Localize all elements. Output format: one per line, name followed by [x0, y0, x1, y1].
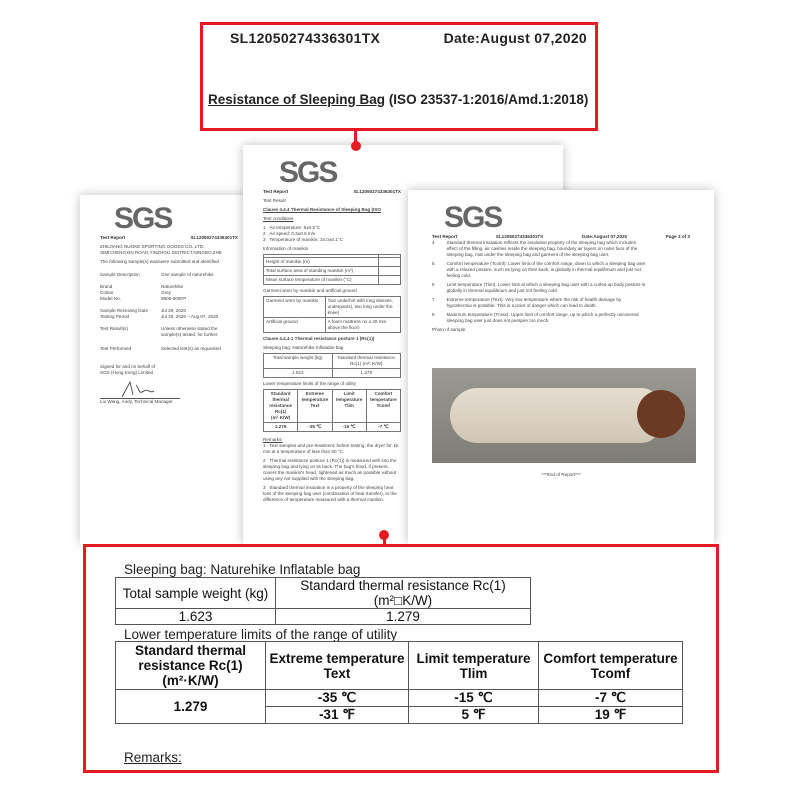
remark: 3 Standard thermal insulation is a property of the sleeping heat loss of the sleeping bag user (combination of heat transfer), to the difference of temperature measured with a thermal manikin.	[263, 485, 397, 502]
page-number: Page 3 of 3	[665, 234, 690, 239]
remark: 2 Thermal resistance posture 1 (Rc(1)) is measured with into the sleeping bag and lying on its back. The bag's hood, if present, covers the manikin's head, tightened as much as possible without using any not supplied with the sleeping bag.	[263, 458, 397, 481]
header-weight: Total sample weight (kg)	[116, 578, 276, 609]
section-title: Test Result	[263, 198, 286, 203]
weight-table	[115, 577, 531, 625]
condition: 3 Temperature of manikin: 34.0±0.1°C	[263, 237, 343, 242]
field-row: Sample Description One sample of naturehike	[100, 272, 214, 277]
sgs-logo: SGS	[279, 156, 337, 189]
extreme-c: -35 ℃	[266, 690, 409, 707]
mini-limits-table: Standard thermal resistance Rc(1) (m²·K/W) Extreme temperature Text Limit temperature Tlim Comfort temperature Tcomf 1.279 -35 ℃ -15 ℃ -7 ℃	[263, 389, 401, 432]
manikin-title: Information of manikin	[263, 246, 309, 251]
remarks-title: Remarks:	[263, 437, 283, 442]
field-row: Test Performed Selected test(s) as requested	[100, 346, 221, 351]
value-rc: 1.279	[116, 690, 266, 724]
remarks-label: Remarks:	[124, 750, 182, 765]
comfort-f: 19 ℉	[539, 707, 683, 724]
header-resistance: Standard thermal resistance Rc(1) (m²□K/W)	[276, 578, 531, 609]
condition: 2 Air speed: 0.3±0.5 m/s	[263, 231, 316, 236]
bag-label: Sleeping bag: Naturehike Inflatable bag	[263, 345, 344, 350]
intro-text: The following sample(s) was/were submitted and identified	[100, 259, 219, 264]
report-date: Date:August 07,2020	[443, 30, 587, 46]
remark: 1 Test samples and pre-treatment: before testing, the dryer for 15 min at a temperature of less than 60 °C.	[263, 443, 399, 454]
mini-weight-table: Total sample weight (kg) Standard thermal resistance Rc(1) (m²□K/W) 1.623 1.279	[263, 353, 401, 378]
field-row: Sample Receiving Date Jul 29, 2020	[100, 308, 187, 313]
report-number: SL12050274336301TX	[230, 30, 381, 46]
limits-table	[115, 641, 683, 724]
report-title: Resistance of Sleeping Bag (ISO 23537-1:2016/Amd.1:2018)	[208, 92, 589, 107]
limit-f: 5 ℉	[409, 707, 539, 724]
report-no: SL12050274336301TX	[353, 189, 401, 194]
end-of-report: ***End of Report***	[541, 472, 581, 477]
field-row: Test Result(s) Unless otherwise stated the sample(s) tested, for further	[100, 326, 218, 337]
signatory: Liu Wang, Andy, Technical Manager	[100, 399, 173, 404]
value-weight: 1.623	[116, 609, 276, 625]
header-label: Test Report	[263, 189, 289, 194]
condition: 1 Air temperature: 5±0.5°C	[263, 225, 321, 230]
manikin-table: Height of manikin (m) Total surface area of standing manikin (m²) Mean surface temperature of manikin (°C)	[263, 254, 401, 285]
connector-dot-top	[351, 141, 361, 151]
value-resistance: 1.279	[276, 609, 531, 625]
limits-label: Lower temperature limits of the range of utility	[263, 381, 356, 386]
def-item: 5 Comfort temperature (Tcomf): Lower limit of the comfort range, down to which a sleeping bag user with a relaxed posture, such as lying on their back, is globally in thermal equilibrium and just not feeling cold.	[432, 261, 646, 278]
right-report-page	[408, 190, 714, 544]
header-label: Test Report	[432, 234, 458, 239]
conditions-title: Test conditions	[263, 216, 294, 221]
field-row: Colour Grey	[100, 290, 171, 295]
signature-scribble	[100, 379, 180, 399]
sgs-logo: SGS	[114, 202, 172, 235]
limit-c: -15 ℃	[409, 690, 539, 707]
sgs-logo: SGS	[444, 201, 502, 234]
header-rc: Standard thermal resistance Rc(1) (m²·K/W)	[116, 642, 266, 690]
def-item: 7 Extreme temperature (Text): Very low temperature where the risk of health damage by hypothermia is possible. This is a point of danger which can lead to death.	[432, 297, 622, 308]
field-row: Model No. 6905-600FP	[100, 296, 187, 301]
header-label: Test Report	[100, 235, 126, 240]
garment-title: Garment worn by manikin and artificial ground	[263, 288, 357, 293]
company-line: SIMICHENGXIN ROAD,YINZHOU DISTRICT,NINGBO,ZHE	[100, 250, 222, 255]
report-date: Date:August 07,2020	[581, 234, 628, 239]
photo-label: Photo of sample:	[432, 327, 467, 332]
bag-label: Sleeping bag: Naturehike Inflatable bag	[124, 562, 361, 577]
comfort-c: -7 ℃	[539, 690, 683, 707]
garment-table: Garment worn by manikin Two underhirt with long sleeves, underpants), two long under the knee) Artificial ground A foam mattress on a 20 mm above the floor)	[263, 296, 401, 333]
def-item: 8 Maximum temperature (Tmax): Upper limit of comfort range, up to which a perfectly uncovered sleeping bag user just does not perspire too much.	[432, 312, 639, 323]
signature	[100, 379, 180, 399]
def-item: 6 Limit temperature (Tlim): Lower limit at which a sleeping bag user with a curled up body posture is globally in thermal equilibrium and just not feeling cold.	[432, 282, 646, 293]
field-row: Brand Naturehike	[100, 284, 184, 289]
signed-line: Signed for and on behalf of	[100, 364, 156, 369]
def-item: 4 Standard thermal insulation reflects the insulative property of the sleeping bag which includes effect of the filling, air cavities inside the sleeping bag, boundary air layers on outer face of the sleeping bag, mat under the sleeping bag and garment of the sleeping bag user.	[432, 240, 638, 257]
sleeping-bag-photo	[432, 368, 696, 463]
connector-dot-bottom	[379, 530, 389, 540]
report-no: SL12050274336301TX	[190, 235, 238, 240]
limits-label: Lower temperature limits of the range of utility	[124, 627, 398, 642]
header-extreme: Extreme temperature Text	[266, 642, 409, 690]
signed-line: SGS (Hong Kong) Limited	[100, 370, 154, 375]
clause-title: Clause 4.4.4 Thermal Resistance of Sleeping Bag (ISO	[263, 207, 381, 212]
extreme-f: -31 ℉	[266, 707, 409, 724]
company-line: ZHEJIANG NUOKE SPORTING GOODS CO.,LTD.	[100, 244, 205, 249]
header-limit: Limit temperature Tlim	[409, 642, 539, 690]
field-row: Testing Period Jul 30, 2020 – Aug 07, 2020	[100, 314, 219, 319]
report-no: SL12050274336301TX	[495, 234, 544, 239]
bottom-callout	[83, 544, 719, 773]
top-callout	[200, 22, 598, 131]
clause2-title: Clause 4.4.4.1 Thermal resistance posture 1 (Rc(1))	[263, 336, 375, 341]
header-comfort: Comfort temperature Tcomf	[539, 642, 683, 690]
